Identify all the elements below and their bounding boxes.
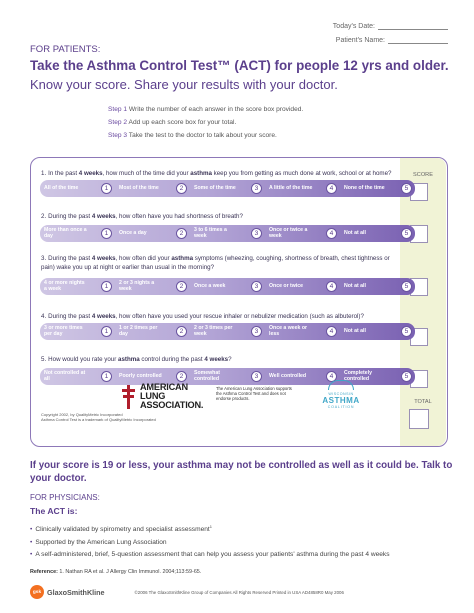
total-label: TOTAL xyxy=(414,399,432,405)
answer-bar-4 xyxy=(40,323,415,340)
question-5-mid: control during the past xyxy=(139,356,205,363)
ala-endorsement-note: The American Lung Association supports the Asthma Control Test and does not endorse products. xyxy=(216,386,292,401)
answer-option[interactable] xyxy=(265,180,340,197)
answer-bar-3 xyxy=(40,278,415,295)
step-1-text: Write the number of each answer in the score box provided. xyxy=(128,106,304,113)
bullet-icon: • xyxy=(30,526,33,534)
bullet-item xyxy=(30,521,390,537)
bullet-3-text: A self-administered, brief, 5-question assessment that can help you assess your patients' asthma during the past 4 weeks xyxy=(35,551,390,559)
answer-option[interactable] xyxy=(115,323,190,340)
copyright-notice xyxy=(41,412,156,422)
question-1-b1: 4 weeks xyxy=(78,170,103,177)
answer-option-label: 3 to 6 times a week xyxy=(194,226,227,239)
todays-date-field[interactable] xyxy=(248,16,448,30)
question-5-num: 5. xyxy=(41,356,47,363)
question-5-pre: How would you rate your xyxy=(48,356,118,363)
answer-option-label: Not at all xyxy=(344,327,366,334)
answer-option-label: Once a week xyxy=(194,282,226,289)
bullet-1-sup: 1 xyxy=(209,524,212,529)
answer-score-circle[interactable]: 3 xyxy=(251,326,262,337)
answer-option-label: Once or twice a week xyxy=(269,226,308,239)
answer-score-circle[interactable]: 1 xyxy=(101,326,112,337)
question-1-mid: , how much of the time did your xyxy=(102,170,191,177)
answer-score-circle[interactable]: 1 xyxy=(101,228,112,239)
wisc-line-1: WISCONSIN xyxy=(328,392,354,396)
bullet-icon: • xyxy=(30,538,33,546)
question-1-pre: In the past xyxy=(48,170,79,177)
step-1 xyxy=(108,103,303,116)
answer-option[interactable] xyxy=(40,180,115,197)
question-2-num: 2. xyxy=(41,213,47,220)
todays-date-line[interactable] xyxy=(378,22,448,30)
question-3-post: symptoms (wheezing, coughing, shortness of breath, chest tightness or pain) wake you up at night or earlier than usual in the morning? xyxy=(41,255,390,271)
steps-list xyxy=(108,103,303,142)
ala-line-1: AMERICAN xyxy=(140,382,188,392)
question-1-b2: asthma xyxy=(190,170,212,177)
answer-score-circle[interactable]: 3 xyxy=(251,228,262,239)
answer-option-label: Not at all xyxy=(344,282,366,289)
question-5-post: ? xyxy=(228,356,232,363)
question-3-b2: asthma xyxy=(171,255,194,262)
patients-name-label: Patient's Name: xyxy=(335,37,385,44)
answer-score-circle[interactable]: 1 xyxy=(101,281,112,292)
answer-score-circle[interactable]: 4 xyxy=(326,228,337,239)
page-subtitle: Know your score. Share your results with your doctor. xyxy=(30,77,338,92)
question-3 xyxy=(41,255,396,272)
answer-option[interactable] xyxy=(40,368,115,385)
ala-logo xyxy=(121,383,203,410)
answer-option-label: Once a week or less xyxy=(269,324,308,337)
answer-option-label: Not controlled at all xyxy=(44,369,86,382)
answer-option-label: Poorly controlled xyxy=(119,372,162,379)
answer-score-circle[interactable]: 4 xyxy=(326,326,337,337)
answer-score-circle[interactable]: 3 xyxy=(251,183,262,194)
copyright-line-2: Asthma Control Test is a trademark of QualityMetric Incorporated xyxy=(41,417,156,422)
question-2-pre: During the past xyxy=(48,213,92,220)
answer-bar-1 xyxy=(40,180,415,197)
question-4-num: 4. xyxy=(41,313,47,320)
answer-option[interactable] xyxy=(190,323,265,340)
for-physicians-label: FOR PHYSICIANS: xyxy=(30,493,100,502)
answer-score-circle[interactable]: 3 xyxy=(251,281,262,292)
gsk-logo-icon: gsk xyxy=(30,585,44,599)
answer-option[interactable] xyxy=(265,323,340,340)
question-5-b1: asthma xyxy=(118,356,140,363)
answer-option-label: Some of the time xyxy=(194,184,236,191)
score-label: SCORE xyxy=(413,172,433,178)
answer-option[interactable] xyxy=(190,278,265,295)
answer-option-label: 4 or more nights a week xyxy=(44,279,85,292)
bullet-icon: • xyxy=(30,551,33,559)
brand-name: GlaxoSmithKline xyxy=(47,587,105,597)
question-3-pre: During the past xyxy=(48,255,92,262)
act-is-heading: The ACT is: xyxy=(30,506,78,516)
step-1-label: Step 1 xyxy=(108,106,128,113)
step-2 xyxy=(108,116,303,129)
todays-date-label: Today's Date: xyxy=(332,23,375,30)
answer-score-circle[interactable]: 2 xyxy=(176,281,187,292)
answer-option-label: Once or twice xyxy=(269,282,304,289)
step-3 xyxy=(108,129,303,142)
footer xyxy=(30,584,450,600)
answer-option-label: Well controlled xyxy=(269,372,307,379)
answer-option-label: Once a day xyxy=(119,229,147,236)
answer-score-circle[interactable]: 1 xyxy=(101,371,112,382)
answer-option-label: 2 or 3 nights a week xyxy=(119,279,155,292)
answer-score-circle[interactable]: 2 xyxy=(176,326,187,337)
answer-bar-2 xyxy=(40,225,415,242)
answer-option-label: Completely controlled xyxy=(344,369,372,382)
question-5-b2: 4 weeks xyxy=(204,356,229,363)
patients-name-line[interactable] xyxy=(388,36,448,44)
question-4-b1: 4 weeks xyxy=(91,313,116,320)
answer-option-label: 1 or 2 times per day xyxy=(119,324,158,337)
physician-bullets xyxy=(30,521,390,562)
question-2-mid: , how often have you had shortness of breath? xyxy=(115,213,243,220)
answer-score-circle[interactable]: 5 xyxy=(401,281,412,292)
page-title: Take the Asthma Control Test™ (ACT) for people 12 yrs and older. xyxy=(30,58,449,73)
patients-name-field[interactable] xyxy=(248,30,448,44)
answer-option-label: Most of the time xyxy=(119,184,159,191)
answer-score-circle[interactable]: 3 xyxy=(251,371,262,382)
question-5 xyxy=(41,356,396,365)
answer-option[interactable] xyxy=(40,278,115,295)
reference-text: 1. Nathan RA et al. J Allergy Clin Immunol. 2004;113:59-65. xyxy=(59,569,202,575)
question-4 xyxy=(41,313,396,322)
answer-option[interactable] xyxy=(40,225,115,242)
ala-wordmark xyxy=(140,383,203,410)
answer-option-label: More than once a day xyxy=(44,226,87,239)
answer-option[interactable] xyxy=(265,278,340,295)
score-warning: If your score is 19 or less, your asthma may not be controlled as well as it could be. Talk to your doctor. xyxy=(30,460,453,484)
bullet-item xyxy=(30,549,390,562)
answer-score-circle[interactable]: 4 xyxy=(326,183,337,194)
question-2 xyxy=(41,213,396,222)
question-3-mid: , how often did your xyxy=(115,255,172,262)
answer-option[interactable] xyxy=(115,225,190,242)
answer-option[interactable] xyxy=(340,278,415,295)
reference xyxy=(30,569,201,575)
question-1 xyxy=(41,170,396,179)
answer-score-circle[interactable]: 2 xyxy=(176,183,187,194)
answer-score-circle[interactable]: 2 xyxy=(176,371,187,382)
double-cross-icon xyxy=(121,385,136,409)
answer-score-circle[interactable]: 5 xyxy=(401,228,412,239)
question-1-post: keep you from getting as much done at work, school or at home? xyxy=(211,170,392,177)
bullet-1-text: Clinically validated by spirometry and specialist assessment xyxy=(35,526,210,534)
step-3-text: Take the test to the doctor to talk about your score. xyxy=(128,132,277,139)
answer-option[interactable] xyxy=(40,323,115,340)
question-3-num: 3. xyxy=(41,255,47,262)
answer-option[interactable] xyxy=(340,180,415,197)
answer-option[interactable] xyxy=(265,225,340,242)
wisconsin-asthma-coalition-logo xyxy=(311,380,371,409)
answer-option[interactable] xyxy=(340,225,415,242)
ala-line-2: LUNG xyxy=(140,391,166,401)
step-3-label: Step 3 xyxy=(108,132,128,139)
answer-option-label: 2 or 3 times per week xyxy=(194,324,233,337)
answer-option[interactable] xyxy=(115,180,190,197)
answer-score-circle[interactable]: 5 xyxy=(401,326,412,337)
step-2-text: Add up each score box for your total. xyxy=(128,119,237,126)
question-4-mid: , how often have you used your rescue inhaler or nebulizer medication (such as albuterol)? xyxy=(115,313,364,320)
answer-option[interactable] xyxy=(115,278,190,295)
answer-score-circle[interactable]: 4 xyxy=(326,371,337,382)
answer-option[interactable] xyxy=(340,323,415,340)
test-card xyxy=(30,157,448,447)
answer-option-label: None of the time xyxy=(344,184,385,191)
answer-score-circle[interactable]: 5 xyxy=(401,371,412,382)
question-4-pre: During the past xyxy=(48,313,92,320)
bullet-2-text: Supported by the American Lung Association xyxy=(35,538,167,546)
step-2-label: Step 2 xyxy=(108,119,128,126)
total-box[interactable] xyxy=(409,409,429,429)
question-1-num: 1. xyxy=(41,170,47,177)
answer-option-label: A little of the time xyxy=(269,184,313,191)
header-fields xyxy=(248,16,448,44)
answer-option[interactable] xyxy=(190,225,265,242)
for-patients-label: FOR PATIENTS: xyxy=(30,44,101,55)
reference-label: Reference: xyxy=(30,569,58,575)
answer-option-label: Not at all xyxy=(344,229,366,236)
answer-option-label: All of the time xyxy=(44,184,79,191)
answer-option-label: 3 or more times per day xyxy=(44,324,83,337)
ala-line-3: ASSOCIATION. xyxy=(140,400,204,410)
answer-score-circle[interactable]: 5 xyxy=(401,183,412,194)
wisc-line-3: COALITION xyxy=(327,405,355,409)
answer-option-label: Somewhat controlled xyxy=(194,369,220,382)
bullet-item xyxy=(30,537,390,550)
footer-copyright: ©2006 The GlaxoSmithKline Group of Companies All Rights Reserved Printed in USA AD4858R0 May 2006 xyxy=(134,589,344,595)
copyright-line-1: Copyright 2002, by QualityMetric Incorporated xyxy=(41,412,123,417)
score-column xyxy=(400,158,446,446)
answer-score-circle[interactable]: 1 xyxy=(101,183,112,194)
arc-icon xyxy=(328,380,354,390)
question-2-b1: 4 weeks xyxy=(91,213,116,220)
answer-score-circle[interactable]: 4 xyxy=(326,281,337,292)
answer-option[interactable] xyxy=(190,180,265,197)
wisc-line-2: ASTHMA xyxy=(322,396,360,405)
question-3-b1: 4 weeks xyxy=(91,255,116,262)
answer-score-circle[interactable]: 2 xyxy=(176,228,187,239)
